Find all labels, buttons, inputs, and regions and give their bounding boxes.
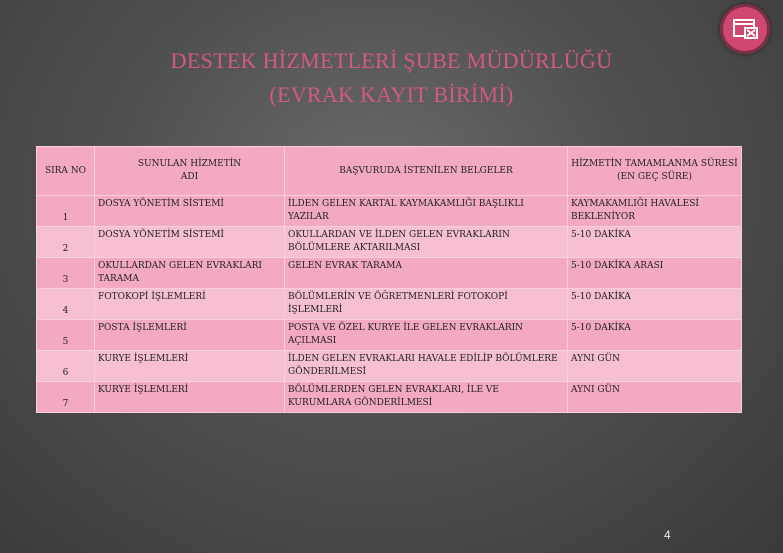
cell-service: OKULLARDAN GELEN EVRAKLARI TARAMA: [95, 258, 285, 289]
slide-title: DESTEK HİZMETLERİ ŞUBE MÜDÜRLÜĞÜ: [170, 48, 613, 73]
cell-completion-time: KAYMAKAMLIĞI HAVALESİ BEKLENİYOR: [568, 196, 742, 227]
table-row: [37, 320, 742, 351]
exit-slideshow-icon: [731, 17, 759, 41]
cell-completion-time: AYNI GÜN: [568, 351, 742, 382]
cell-service: KURYE İŞLEMLERİ: [95, 382, 285, 413]
cell-documents: BÖLÜMLERDEN GELEN EVRAKLARI, İLE VE KURUMLARA GÖNDERİLMESİ: [285, 382, 568, 413]
table-row: [37, 289, 742, 320]
cell-no: 5: [37, 320, 95, 351]
table-row: [37, 258, 742, 289]
services-table: [36, 146, 742, 413]
cell-completion-time: 5-10 DAKİKA: [568, 289, 742, 320]
cell-no: 4: [37, 289, 95, 320]
cell-documents: OKULLARDAN VE İLDEN GELEN EVRAKLARIN BÖLÜMLERE AKTARILMASI: [285, 227, 568, 258]
cell-documents: GELEN EVRAK TARAMA: [285, 258, 568, 289]
cell-documents: BÖLÜMLERİN VE ÖĞRETMENLERİ FOTOKOPİ İŞLEMLERİ: [285, 289, 568, 320]
cell-no: 2: [37, 227, 95, 258]
header-sira-no: SIRA NO: [37, 147, 95, 196]
header-service: SUNULAN HİZMETİN ADI: [95, 147, 285, 196]
cell-no: 1: [37, 196, 95, 227]
cell-service: DOSYA YÖNETİM SİSTEMİ: [95, 227, 285, 258]
cell-no: 7: [37, 382, 95, 413]
page-number: 4: [664, 528, 671, 542]
cell-completion-time: 5-10 DAKİKA: [568, 227, 742, 258]
table-row: [37, 196, 742, 227]
header-documents: BAŞVURUDA İSTENİLEN BELGELER: [285, 147, 568, 196]
cell-documents: POSTA VE ÖZEL KURYE İLE GELEN EVRAKLARIN AÇILMASI: [285, 320, 568, 351]
cell-service: KURYE İŞLEMLERİ: [95, 351, 285, 382]
header-completion-time: HİZMETİN TAMAMLANMA SÜRESİ (EN GEÇ SÜRE): [568, 147, 742, 196]
cell-completion-time: 5-10 DAKİKA: [568, 320, 742, 351]
table-header-row: [37, 147, 742, 196]
cell-documents: İLDEN GELEN EVRAKLARI HAVALE EDİLİP BÖLÜMLERE GÖNDERİLMESİ: [285, 351, 568, 382]
slide-subtitle: (EVRAK KAYIT BİRİMİ): [269, 82, 514, 107]
cell-completion-time: AYNI GÜN: [568, 382, 742, 413]
cell-service: POSTA İŞLEMLERİ: [95, 320, 285, 351]
cell-completion-time: 5-10 DAKİKA ARASI: [568, 258, 742, 289]
cell-no: 6: [37, 351, 95, 382]
cell-service: DOSYA YÖNETİM SİSTEMİ: [95, 196, 285, 227]
cell-no: 3: [37, 258, 95, 289]
cell-documents: İLDEN GELEN KARTAL KAYMAKAMLIĞI BAŞLIKLI YAZILAR: [285, 196, 568, 227]
table-row: [37, 351, 742, 382]
cell-service: FOTOKOPİ İŞLEMLERİ: [95, 289, 285, 320]
table-row: [37, 382, 742, 413]
table-row: [37, 227, 742, 258]
